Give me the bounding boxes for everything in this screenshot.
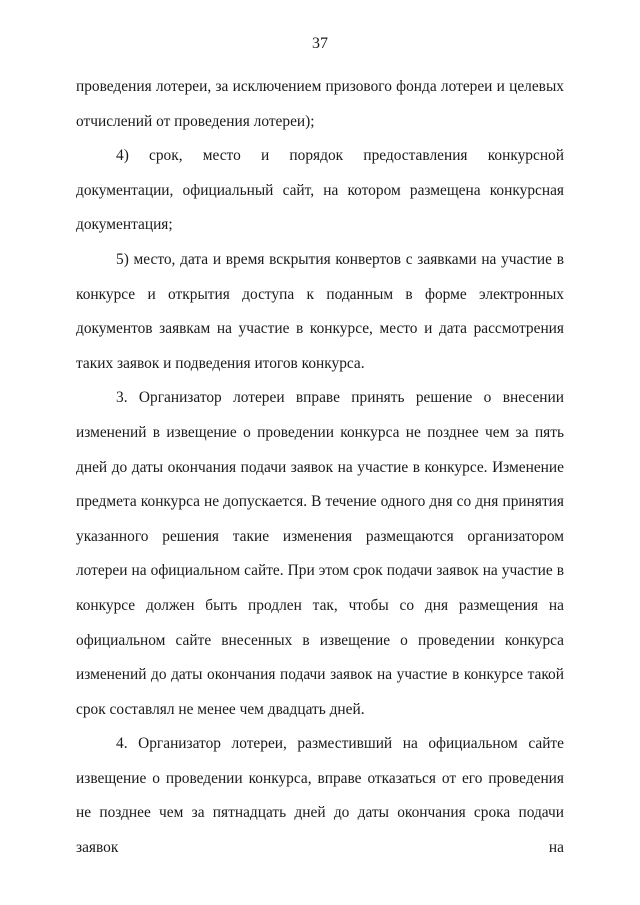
paragraph-section-4: 4. Организатор лотереи, разместивший на официальном сайте извещение о проведении конкурса, вправе отказаться от его проведения не позднее чем за пятнадцать дней до даты окончания срока подачи заявок на [76,735,564,857]
page-number: 37 [312,35,328,52]
document-body [76,70,564,866]
paragraph-item-4: 4) срок, место и порядок предоставления конкурсной документации, официальный сайт, на котором размещена конкурсная документация; [76,147,564,234]
paragraph-item-5: 5) место, дата и время вскрытия конвертов с заявками на участие в конкурсе и открытия доступа к поданным в форме электронных документов заявкам на участие в конкурсе, место и дата рассмотрения таких заявок и подведения итогов конкурса. [76,250,564,372]
paragraph-continuation: проведения лотереи, за исключением призового фонда лотереи и целевых отчислений от проведения лотереи); [76,78,564,130]
paragraph-section-3: 3. Организатор лотереи вправе принять решение о внесении изменений в извещение о проведении конкурса не позднее чем за пять дней до даты окончания подачи заявок на участие в конкурсе. Изменение предмета конкурса не допускается. В течение одного дня со дня принятия указанного решения такие изменения размещаются организатором лотереи на официальном сайте. При этом срок подачи заявок на участие в конкурсе должен быть продлен так, чтобы со дня размещения на официальном сайте внесенных в извещение о проведении конкурса изменений до даты окончания подачи заявок на участие в конкурсе такой срок составлял не менее чем двадцать дней. [76,389,564,718]
